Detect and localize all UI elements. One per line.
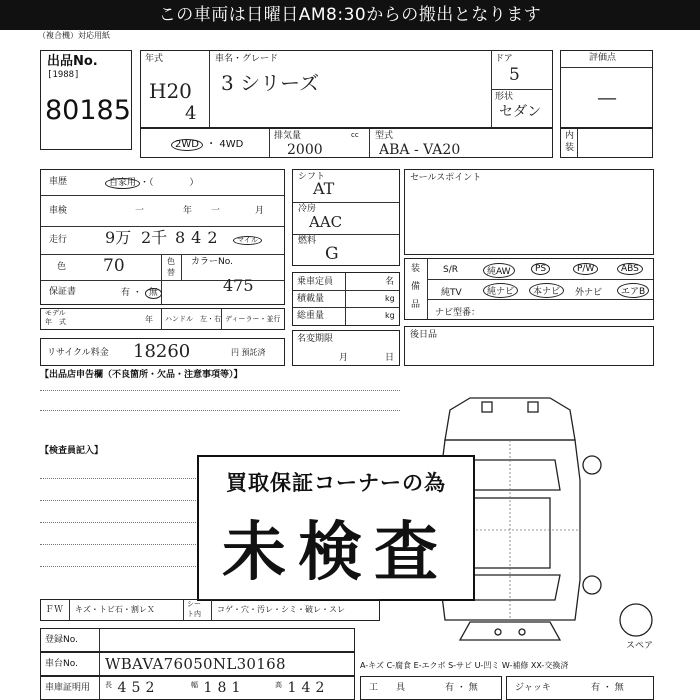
aircon-label: 冷房 xyxy=(298,204,317,214)
damage-codes: A-キズ C-腐食 E-エクボ S-サビ U-凹ミ W-補修 XX-交換済 xyxy=(360,661,569,670)
recycle-fee-box xyxy=(40,338,285,366)
not-inspected-stamp xyxy=(197,455,475,601)
equipment-label-1: 装 xyxy=(411,264,421,274)
mileage-sen: 2千 xyxy=(141,228,168,247)
cert-length-digits: 4 5 2 xyxy=(117,680,155,696)
load-label: 積載量 xyxy=(297,294,325,304)
color-value: 70 xyxy=(103,256,125,276)
jack-options: 有 ・ 無 xyxy=(591,683,624,693)
spare-tire-icon xyxy=(616,600,656,640)
gross-unit: kg xyxy=(385,311,395,320)
cert-length-label: 長 xyxy=(105,681,112,689)
displacement-value: 2000 xyxy=(287,142,323,158)
cert-width-label: 幅 xyxy=(191,681,198,689)
model-value: 3 シリーズ xyxy=(221,71,320,95)
model-label: 車名・グレード xyxy=(215,54,279,64)
model-year-row xyxy=(40,308,285,330)
tools-options: 有 ・ 無 xyxy=(445,683,478,693)
chassis-value: WBAVA76050NL30168 xyxy=(105,655,286,673)
legend-seat-items: コゲ・穴・汚レ・シミ・破レ・スレ xyxy=(217,605,345,614)
drive-2wd-circled: 2WD xyxy=(171,139,203,151)
stamp-line-2: 未検査 xyxy=(222,516,450,590)
color-number-label: カラーNo. xyxy=(191,257,233,267)
recycle-value: 18260 xyxy=(133,341,191,362)
equipment-box xyxy=(404,258,654,320)
doors-value: 5 xyxy=(509,65,520,85)
dereg-month: 月 xyxy=(339,353,349,363)
legend-fw-items: キズ・トビ石・割レＸ xyxy=(75,605,155,614)
dereg-day: 日 xyxy=(385,353,395,363)
body-type-value: セダン xyxy=(499,104,542,120)
warranty-options: 有 ・ 無 xyxy=(121,288,162,299)
equipment-power-window: P/W xyxy=(573,263,598,275)
equipment-alloy-wheel: 純AW xyxy=(483,263,515,278)
dereg-label: 名変期限 xyxy=(297,334,334,344)
form-note: （複合機）対応用紙 xyxy=(38,31,110,40)
year-month-value: 4 xyxy=(185,103,197,124)
model-year-year: 年 xyxy=(145,315,153,324)
sales-point-box xyxy=(404,169,654,255)
history-table xyxy=(40,169,285,305)
color-number-value: 475 xyxy=(223,276,254,295)
capacity-box xyxy=(292,272,400,326)
history-label: 車歴 xyxy=(49,177,68,187)
gross-label: 総重量 xyxy=(297,311,325,321)
legend-seat-2: ト内 xyxy=(187,610,201,618)
legend-seat-1: シー xyxy=(187,600,201,608)
model-year-label-2: 年 式 xyxy=(45,318,66,326)
pickup-notice-banner: この車両は日曜日AM8:30からの搬出となります xyxy=(0,0,700,30)
navi-model-label: ナビ型番： xyxy=(435,308,481,318)
damage-legend-box xyxy=(40,599,380,621)
color-change-1: 色 xyxy=(167,257,175,266)
doors-label: ドア xyxy=(495,54,513,64)
chassis-label: 車台No. xyxy=(45,659,78,669)
equipment-power-steering: PS xyxy=(531,263,550,275)
load-unit: kg xyxy=(385,294,395,303)
spare-label: スペア xyxy=(626,641,654,651)
interior-score-box xyxy=(560,128,653,158)
history-value: 自家用 ・（ ） xyxy=(105,178,199,189)
garage-cert-box xyxy=(40,676,355,700)
color-label: 色 xyxy=(57,262,67,272)
recycle-label: リサイクル料金 xyxy=(47,348,109,358)
mileage-label: 走行 xyxy=(49,235,68,245)
equipment-genuine-navi: 純ナビ xyxy=(483,283,518,298)
equipment-sunroof: S/R xyxy=(443,265,458,275)
tools-label: 工 具 xyxy=(369,683,406,693)
dealer-import: ディーラー・並行 xyxy=(225,315,281,323)
mileage-unit: マイル xyxy=(233,236,262,245)
interior-label-1: 内 xyxy=(565,131,575,141)
registration-box xyxy=(40,628,355,652)
warranty-label: 保証書 xyxy=(49,287,77,297)
lot-number-box xyxy=(40,50,132,150)
mileage-rest: 842 xyxy=(175,228,224,247)
equipment-main-navi: 本ナビ xyxy=(529,283,564,298)
equipment-abs: ABS xyxy=(617,263,643,275)
inspector-label: 【検査員記入】 xyxy=(40,446,104,456)
registration-label: 登録No. xyxy=(45,635,78,645)
shift-aircon-fuel-box xyxy=(292,169,400,266)
cert-height-label: 高 xyxy=(275,681,282,689)
fuel-label: 燃料 xyxy=(298,236,317,246)
chassis-box xyxy=(40,652,355,676)
lot-label: 出品No. xyxy=(47,54,98,69)
score-value: — xyxy=(597,85,617,109)
displacement-unit: cc xyxy=(351,131,359,139)
color-change-2: 替 xyxy=(167,268,175,277)
later-items-box xyxy=(404,326,654,366)
shaken-dash-1: 一 xyxy=(135,206,145,216)
equipment-airbag: エアB xyxy=(617,283,649,298)
shaken-label: 車検 xyxy=(49,206,68,216)
vehicle-info-box xyxy=(140,50,553,128)
score-label: 評価点 xyxy=(589,53,617,63)
recycle-unit: 円 預託済 xyxy=(231,348,266,357)
shaken-year: 年 xyxy=(183,206,193,216)
type-value: ABA - VA20 xyxy=(379,142,461,158)
year-era-value: H20 xyxy=(149,79,192,103)
sales-point-label: セールスポイント xyxy=(410,173,482,183)
shift-value: AT xyxy=(313,179,335,198)
fuel-value: G xyxy=(325,244,339,264)
shaken-month: 月 xyxy=(255,206,265,216)
drive-type: 2WD ・ 4WD xyxy=(171,139,243,151)
name-change-deadline-box xyxy=(292,330,400,366)
drive-info-box xyxy=(140,128,553,158)
interior-label-2: 装 xyxy=(565,143,575,153)
handle-side: ハンドル 左・右 xyxy=(165,315,221,323)
lot-sub-number: [1988] xyxy=(47,70,80,80)
passengers-label: 乗車定員 xyxy=(297,277,334,287)
shift-label: シフト xyxy=(298,172,326,182)
equipment-label-2: 備 xyxy=(411,282,421,292)
year-label: 年式 xyxy=(145,54,164,64)
score-box xyxy=(560,50,653,128)
auction-sheet xyxy=(0,30,700,700)
equipment-label-3: 品 xyxy=(411,300,421,310)
jack-label: ジャッキ xyxy=(515,683,551,693)
passengers-unit: 名 xyxy=(385,277,395,287)
equipment-tv: 純TV xyxy=(441,288,462,298)
jack-box xyxy=(506,676,654,700)
equipment-aftermarket-navi: 外ナビ xyxy=(575,288,603,298)
aircon-value: AAC xyxy=(309,213,343,231)
cert-width-digits: 1 8 1 xyxy=(203,680,241,696)
body-type-label: 形状 xyxy=(495,92,514,102)
tools-box xyxy=(360,676,502,700)
mileage-man: 9万 xyxy=(105,228,132,247)
legend-fw: ＦＷ xyxy=(45,605,64,615)
displacement-label: 排気量 xyxy=(274,131,302,141)
cert-height-digits: 1 4 2 xyxy=(287,680,325,696)
cert-label: 車庫証明用 xyxy=(45,683,91,693)
stamp-line-1: 買取保証コーナーの為 xyxy=(226,471,446,495)
shaken-dash-2: 一 xyxy=(211,206,221,216)
model-year-label-1: モデル xyxy=(45,309,66,317)
later-items-label: 後日品 xyxy=(410,330,438,340)
lot-number: 80185 xyxy=(45,95,131,126)
exhibitor-note-label: 【出品店申告欄（不良箇所・欠品・注意事項等）】 xyxy=(40,370,243,380)
type-label: 型式 xyxy=(375,131,394,141)
